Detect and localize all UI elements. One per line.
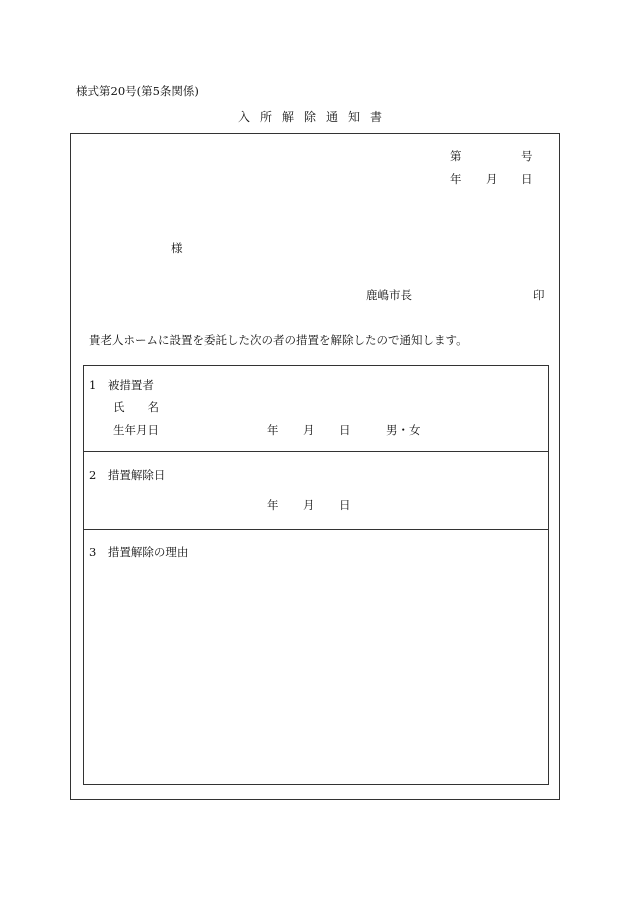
document-title: 入所解除通知書 xyxy=(238,110,393,124)
dob-year: 年 xyxy=(267,423,279,437)
notice-text: 貴老人ホームに設置を委託した次の者の措置を解除したので通知します。 xyxy=(89,333,468,347)
section-divider-1 xyxy=(83,451,549,452)
addressee-sama: 様 xyxy=(171,241,183,255)
section2-heading: 2 措置解除日 xyxy=(89,468,166,482)
section3-heading: 3 措置解除の理由 xyxy=(89,545,189,559)
dob-day: 日 xyxy=(339,423,351,437)
ref-go: 号 xyxy=(521,149,533,163)
dob-label: 生年月日 xyxy=(113,423,159,437)
name-label: 氏 名 xyxy=(113,400,159,414)
seal-mark: 印 xyxy=(533,288,545,302)
section-divider-2 xyxy=(83,529,549,530)
release-month: 月 xyxy=(303,498,315,512)
dob-month: 月 xyxy=(303,423,315,437)
release-day: 日 xyxy=(339,498,351,512)
ref-year: 年 xyxy=(450,172,462,186)
ref-day: 日 xyxy=(521,172,533,186)
form-number: 様式第20号(第5条関係) xyxy=(76,84,199,98)
release-year: 年 xyxy=(267,498,279,512)
ref-dai: 第 xyxy=(450,149,462,163)
ref-month: 月 xyxy=(486,172,498,186)
gender-choice: 男・女 xyxy=(386,423,421,437)
section1-heading: 1 被措置者 xyxy=(89,378,154,392)
sender-name: 鹿嶋市長 xyxy=(366,288,412,302)
